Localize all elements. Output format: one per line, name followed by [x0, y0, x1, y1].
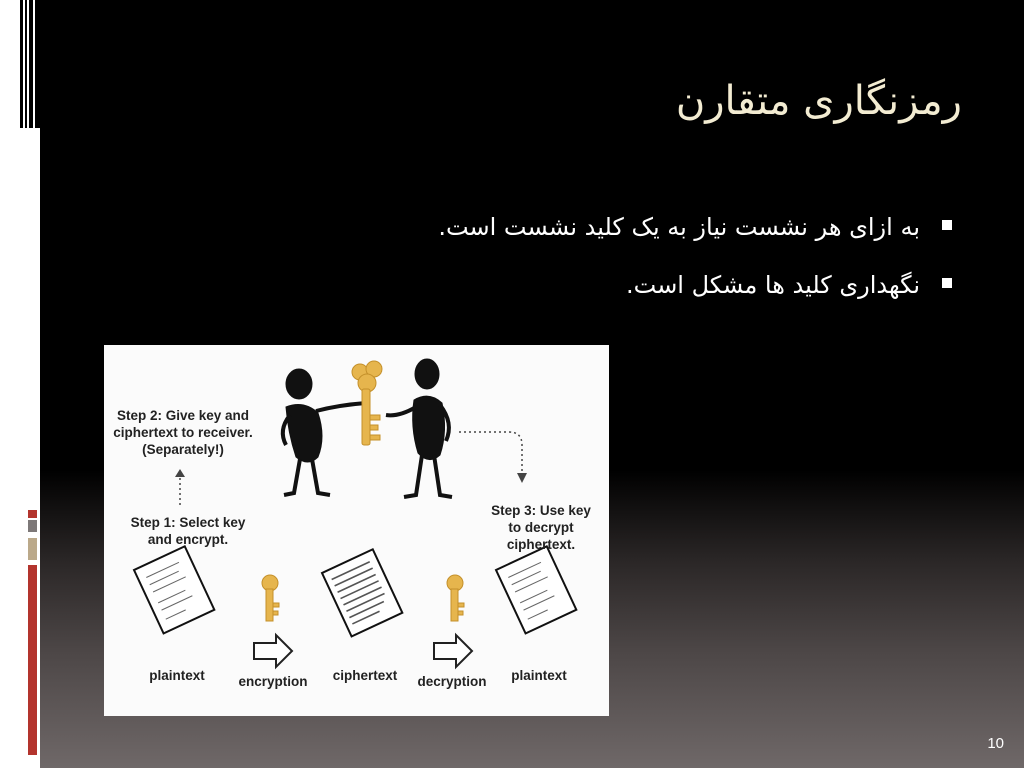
- step1-caption: Step 1: Select key and encrypt.: [130, 515, 246, 547]
- decorative-red-bar: [28, 565, 37, 755]
- arrow-up-icon: [175, 469, 185, 477]
- left-person-figure: [283, 369, 366, 495]
- plaintext-document-icon: [134, 546, 214, 633]
- bullet-item: [256, 205, 956, 263]
- slide: [40, 0, 1024, 768]
- page-number: 10: [987, 735, 1004, 752]
- label-plaintext-left: plaintext: [149, 668, 205, 683]
- decryption-key-icon: [447, 575, 464, 621]
- left-margin-strip: [0, 0, 40, 768]
- bullet-item: [256, 263, 956, 321]
- bullet-square-icon: [942, 278, 952, 288]
- decorative-lines: [0, 0, 40, 130]
- symmetric-encryption-diagram: [104, 345, 609, 716]
- label-plaintext-right: plaintext: [511, 668, 567, 683]
- decrypted-document-icon: [496, 546, 576, 633]
- label-ciphertext: ciphertext: [332, 668, 398, 683]
- bullet-list: [256, 205, 956, 321]
- right-person-figure: [386, 359, 452, 497]
- label-encryption: encryption: [238, 674, 308, 689]
- bullet-text: به ازای هر نشست نیاز به یک کلید نشست است.: [438, 213, 920, 241]
- bullet-text: نگهداری کلید ها مشکل است.: [626, 271, 920, 299]
- encryption-arrow-icon: [254, 635, 292, 667]
- slide-title: رمزنگاری متقارن: [675, 78, 962, 124]
- step3-caption: Step 3: Use key to decrypt ciphertext.: [491, 503, 591, 552]
- step2-caption: Step 2: Give key and ciphertext to receiver. (Separately!): [113, 408, 253, 457]
- decorative-square-tan: [28, 538, 37, 560]
- arrow-down-icon: [517, 473, 527, 483]
- label-decryption: decryption: [417, 674, 487, 689]
- encryption-key-icon: [262, 575, 279, 621]
- bullet-square-icon: [942, 220, 952, 230]
- decorative-square-red: [28, 510, 37, 518]
- decryption-arrow-icon: [434, 635, 472, 667]
- ciphertext-document-icon: [322, 549, 402, 636]
- decorative-square-gray: [28, 520, 37, 532]
